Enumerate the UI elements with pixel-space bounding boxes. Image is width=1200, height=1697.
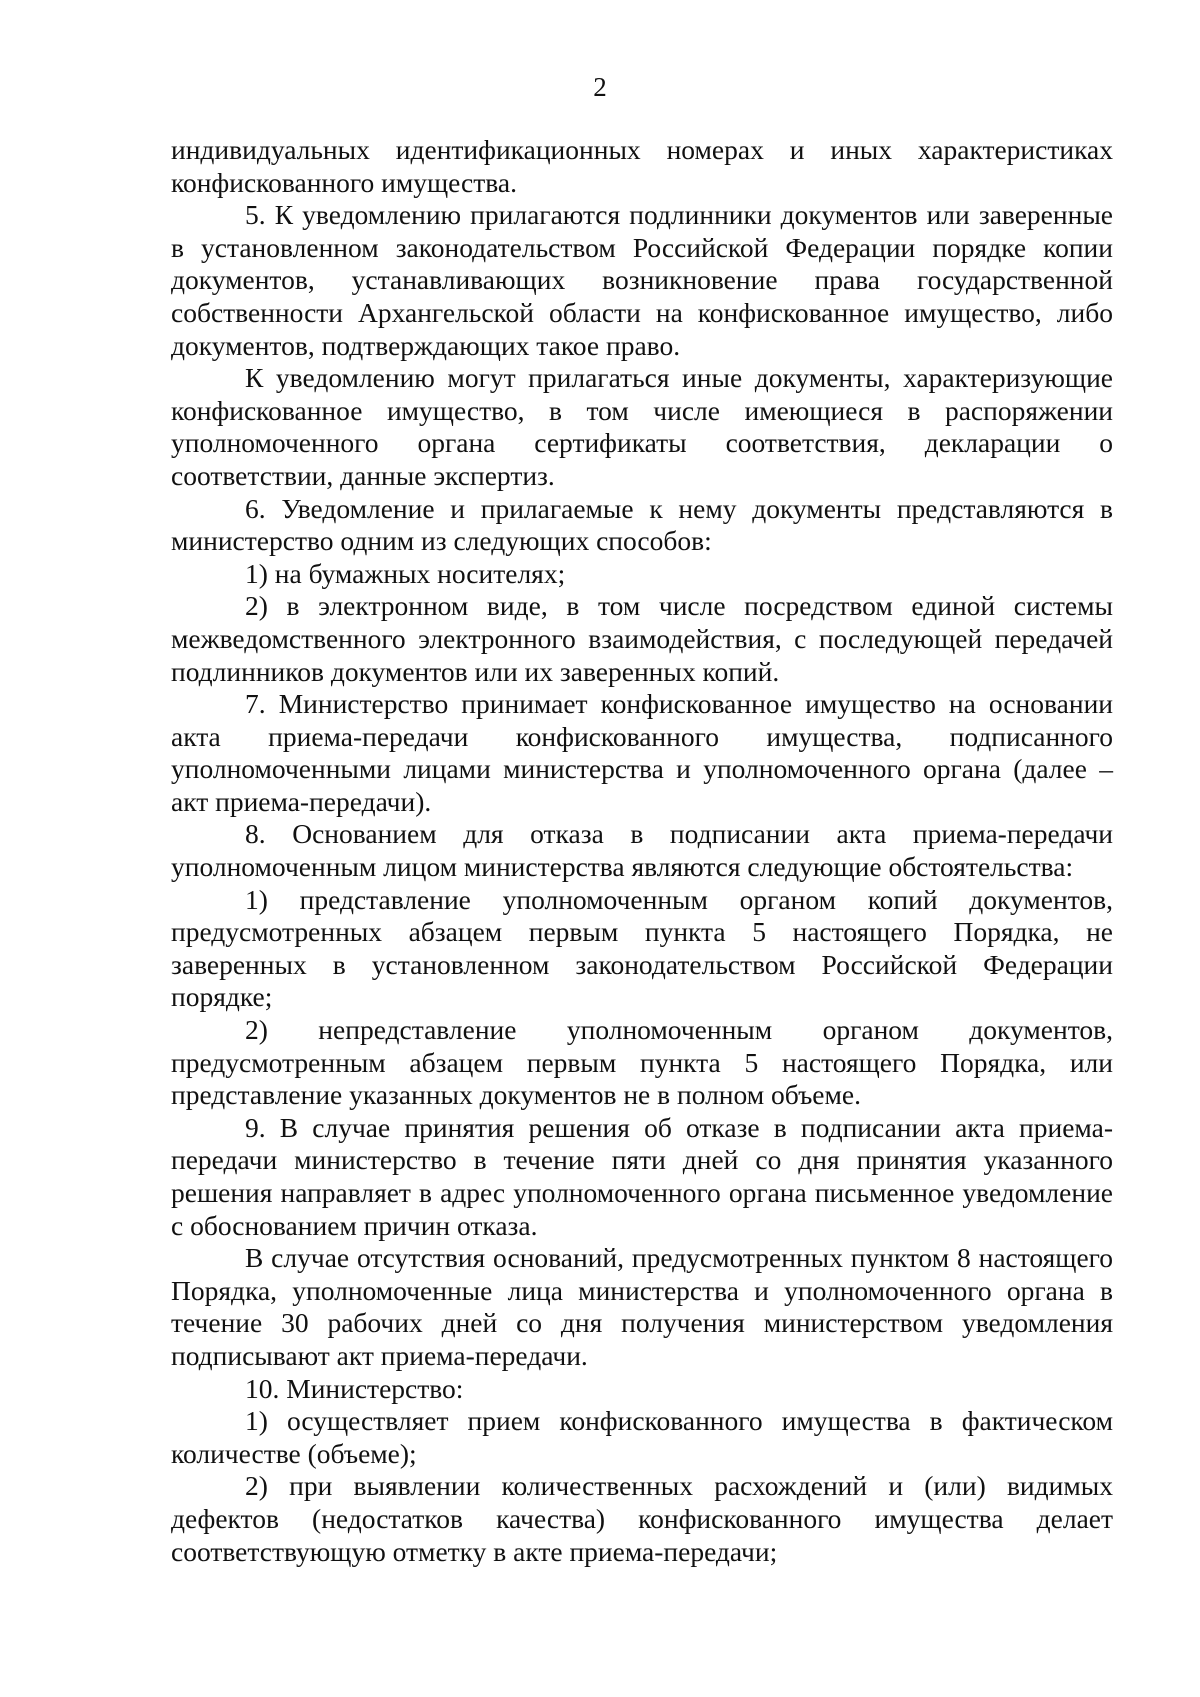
paragraph-item-10: 10. Министерство: <box>245 1372 464 1404</box>
paragraph-item-6-2: 2) в электронном виде, в том числе посредством единой системы межведомственного электронного взаимодействия, с последующей передачей подлинников документов или их заверенных копий. <box>171 590 1113 687</box>
paragraph-item-8-1: 1) представление уполномоченным органом копий документов, предусмотренных абзацем первым пункта 5 настоящего Порядка, не заверенных в установленном законодательством Российской Федерации порядке; <box>171 883 1113 1013</box>
paragraph-item-5-additional: К уведомлению могут прилагаться иные документы, характеризующие конфискованное имущество, в том числе имеющиеся в распоряжении уполномоченного органа сертификаты соответствия, декларации о соответствии, данные экспертиз. <box>171 362 1113 491</box>
paragraph-item-8-2: 2) непредставление уполномоченным органом документов, предусмотренным абзацем первым пункта 5 настоящего Порядка, или представление указанных документов не в полном объеме. <box>171 1014 1113 1111</box>
paragraph-item-6-1: 1) на бумажных носителях; <box>245 557 566 589</box>
paragraph-item-9: 9. В случае принятия решения об отказе в подписании акта приема-передачи министерство в течение пяти дней со дня принятия указанного решения направляет в адрес уполномоченного органа письменное уведомление с обоснованием причин отказа. <box>171 1111 1113 1241</box>
paragraph-item-10-1: 1) осуществляет прием конфискованного имущества в фактическом количестве (объеме); <box>171 1405 1113 1469</box>
paragraph-item-9-additional: В случае отсутствия оснований, предусмотренных пунктом 8 настоящего Порядка, уполномоченные лица министерства и уполномоченного органа в течение 30 рабочих дней со дня получения министерством уведомления подписывают акт приема-передачи. <box>171 1242 1113 1371</box>
paragraph-item-7: 7. Министерство принимает конфискованное имущество на основании акта приема-передачи конфискованного имущества, подписанного уполномоченными лицами министерства и уполномоченного органа (далее – акт приема-передачи). <box>171 688 1113 817</box>
paragraph-item-10-2: 2) при выявлении количественных расхождений и (или) видимых дефектов (недостатков качества) конфискованного имущества делает соответствующую отметку в акте приема-передачи; <box>171 1470 1113 1567</box>
page-number: 2 <box>593 72 607 102</box>
paragraph-item-5: 5. К уведомлению прилагаются подлинники документов или заверенные в установленном законодательством Российской Федерации порядке копии документов, устанавливающих возникновение права государственной собственности Архангельской области на конфискованное имущество, либо документов, подтверждающих такое право. <box>171 199 1113 361</box>
paragraph-item-6: 6. Уведомление и прилагаемые к нему документы представляются в министерство одним из следующих способов: <box>171 492 1113 557</box>
paragraph-item-8: 8. Основанием для отказа в подписании акта приема-передачи уполномоченным лицом министерства являются следующие обстоятельства: <box>171 818 1113 883</box>
document-body <box>171 134 1113 1568</box>
paragraph-continuation: индивидуальных идентификационных номерах и иных характеристиках конфискованного имущества. <box>171 134 1113 198</box>
